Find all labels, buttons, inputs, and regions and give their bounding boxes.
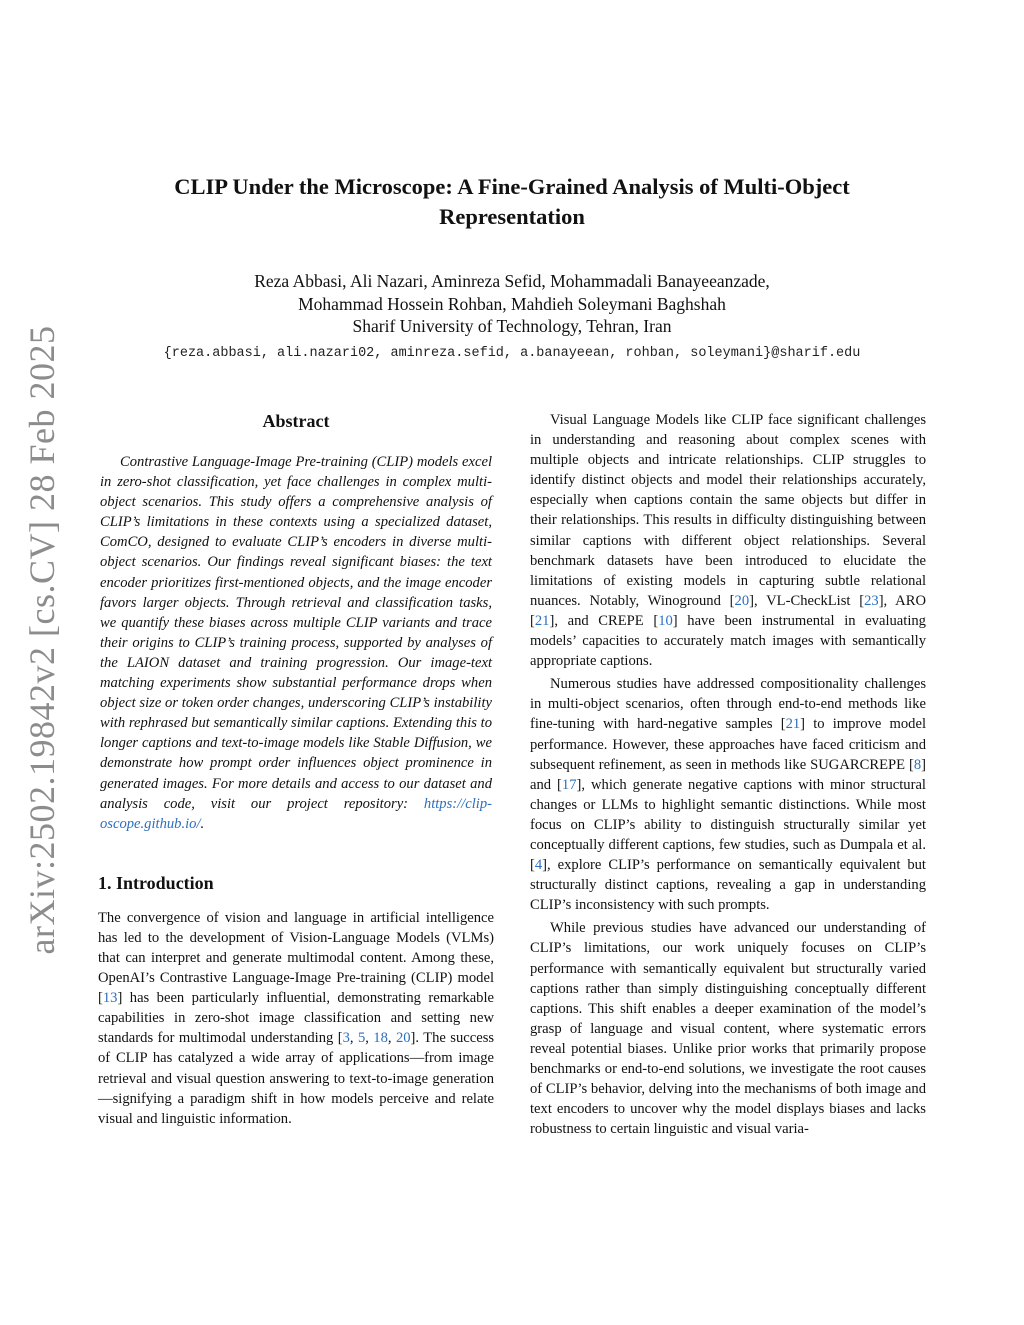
citation-link[interactable]: 13 [102, 990, 118, 1007]
title-line-1: CLIP Under the Microscope: A Fine-Grained Analysis of Multi-Object [174, 174, 850, 199]
intro-paragraph-2: Visual Language Models like CLIP face significant challenges in understanding and reasoning about complex scenes with multiple objects and intricate relationships. CLIP struggles to identify distinct objects and model their relationships accurately, especially when captions contain the same objects but differ in their relationships. This results in difficulty distinguishing between similar captions with different object relationships. Several benchmark datasets have been introduced to elucidate the limitations of existing models in capturing subtle relational nuances. Notably, Winoground [20], VL-CheckList [23], ARO [21], and CREPE [10] have been instrumental in evaluating models’ capacities to accurately match images with semantically appropriate captions. [530, 412, 926, 670]
citation-link[interactable]: 23 [864, 592, 879, 609]
project-link[interactable]: https://clip-oscope.github.io/ [100, 795, 492, 832]
citation-link[interactable]: 20 [395, 1030, 411, 1047]
citation-link[interactable]: 8 [913, 756, 922, 773]
paper-title [100, 172, 924, 232]
citation-link[interactable]: 17 [561, 776, 577, 793]
citation-link[interactable]: 20 [734, 592, 750, 609]
title-line-2: Representation [439, 204, 585, 229]
abstract-text: Contrastive Language-Image Pre-training (CLIP) models excel in zero-shot classification, yet face challenges in complex multi-object scenarios. This study offers a comprehensive analysis of CLIP’s limitations in these contexts using a specialized dataset, ComCO, designed to evaluate CLIP’s encoders in diverse multi-object scenarios. Our findings reveal significant biases: the text encoder prioritizes first-mentioned objects, and the image encoder favors larger objects. Through retrieval and classification tasks, we quantify these biases across multiple CLIP variants and trace their origins to CLIP’s training process, supported by analyses of the LAION dataset and training progression. Our image-text matching experiments show substantial performance drops when object size or token order changes, underscoring CLIP’s instability with rephrased but semantically similar captions. Extending this to longer captions and text-to-image models like Stable Diffusion, we demonstrate how prompt order influences object prominence in generated images. For more details and access to our dataset and analysis code, visit our project repository: https://clip-oscope.github.io/. [100, 454, 492, 832]
citation-link[interactable]: 18 [373, 1030, 388, 1047]
citation-link[interactable]: 21 [785, 716, 801, 733]
citation-link[interactable]: 21 [534, 612, 550, 629]
left-column [98, 410, 494, 1129]
author-emails: {reza.abbasi, ali.nazari02, aminreza.sefid, a.banayeean, rohban, soleymani}@sharif.edu [163, 346, 861, 361]
citation-link[interactable]: 5 [357, 1030, 366, 1047]
citation-link[interactable]: 3 [342, 1030, 350, 1047]
abstract-heading: Abstract [262, 411, 330, 431]
authors-line-1: Reza Abbasi, Ali Nazari, Aminreza Sefid, Mohammadali Banayeeanzade, [254, 271, 770, 291]
author-block [100, 270, 924, 338]
right-column [530, 410, 926, 1139]
intro-paragraph-3: Numerous studies have addressed compositionality challenges in multi-object scenarios, often through end-to-end methods like fine-tuning with hard-negative samples [21] to improve model performance. However, these approaches have faced criticism and subsequent refinement, as seen in methods like SUGARCREPE [8] and [17], which generate negative captions with minor structural changes or LLMs to highlight semantic distinctions. While most focus on CLIP’s ability to distinguish structurally similar yet conceptually different captions, few studies, such as Dumpala et al. [4], explore CLIP’s performance on semantically equivalent but structurally distinct captions, revealing a gap in understanding CLIP’s inconsistency with such prompts. [530, 676, 927, 914]
citation-link[interactable]: 4 [534, 857, 543, 874]
affiliation: Sharif University of Technology, Tehran, Iran [352, 316, 672, 336]
authors-line-2: Mohammad Hossein Rohban, Mahdieh Soleymani Baghshah [298, 293, 726, 314]
intro-paragraph-1: The convergence of vision and language in artificial intelligence has led to the development of Vision-Language Models (VLMs) that can interpret and generate multimodal content. Among these, OpenAI’s Contrastive Language-Image Pre-training (CLIP) model [13] has been particularly influential, demonstrating remarkable capabilities in zero-shot image classification and setting new standards for multimodal understanding [3, 5, 18, 20]. The success of CLIP has catalyzed a wide array of applications—from image retrieval and visual question answering to text-to-image generation—signifying a paradigm shift in how models perceive and relate visual and linguistic information. [98, 909, 495, 1127]
introduction-heading: 1. Introduction [98, 872, 214, 893]
intro-paragraph-4: While previous studies have advanced our understanding of CLIP’s limitations, our work uniquely focuses on CLIP’s performance with semantically equivalent but structurally varied captions rather than simply distinguishing conceptually different captions. This shift enables a deeper examination of the model’s grasp of language and visual content, where systematic errors reveal potential biases. Unlike prior works that primarily propose benchmarks or end-to-end solutions, we investigate the root causes of CLIP’s behavior, delving into the mechanisms of both image and text encoders to uncover why the model displays biases and lacks robustness to certain linguistic and visual varia- [530, 920, 926, 1138]
citation-link[interactable]: 10 [658, 612, 673, 629]
arxiv-identifier: arXiv:2502.19842v2 [cs.CV] 28 Feb 2025 [22, 325, 62, 955]
